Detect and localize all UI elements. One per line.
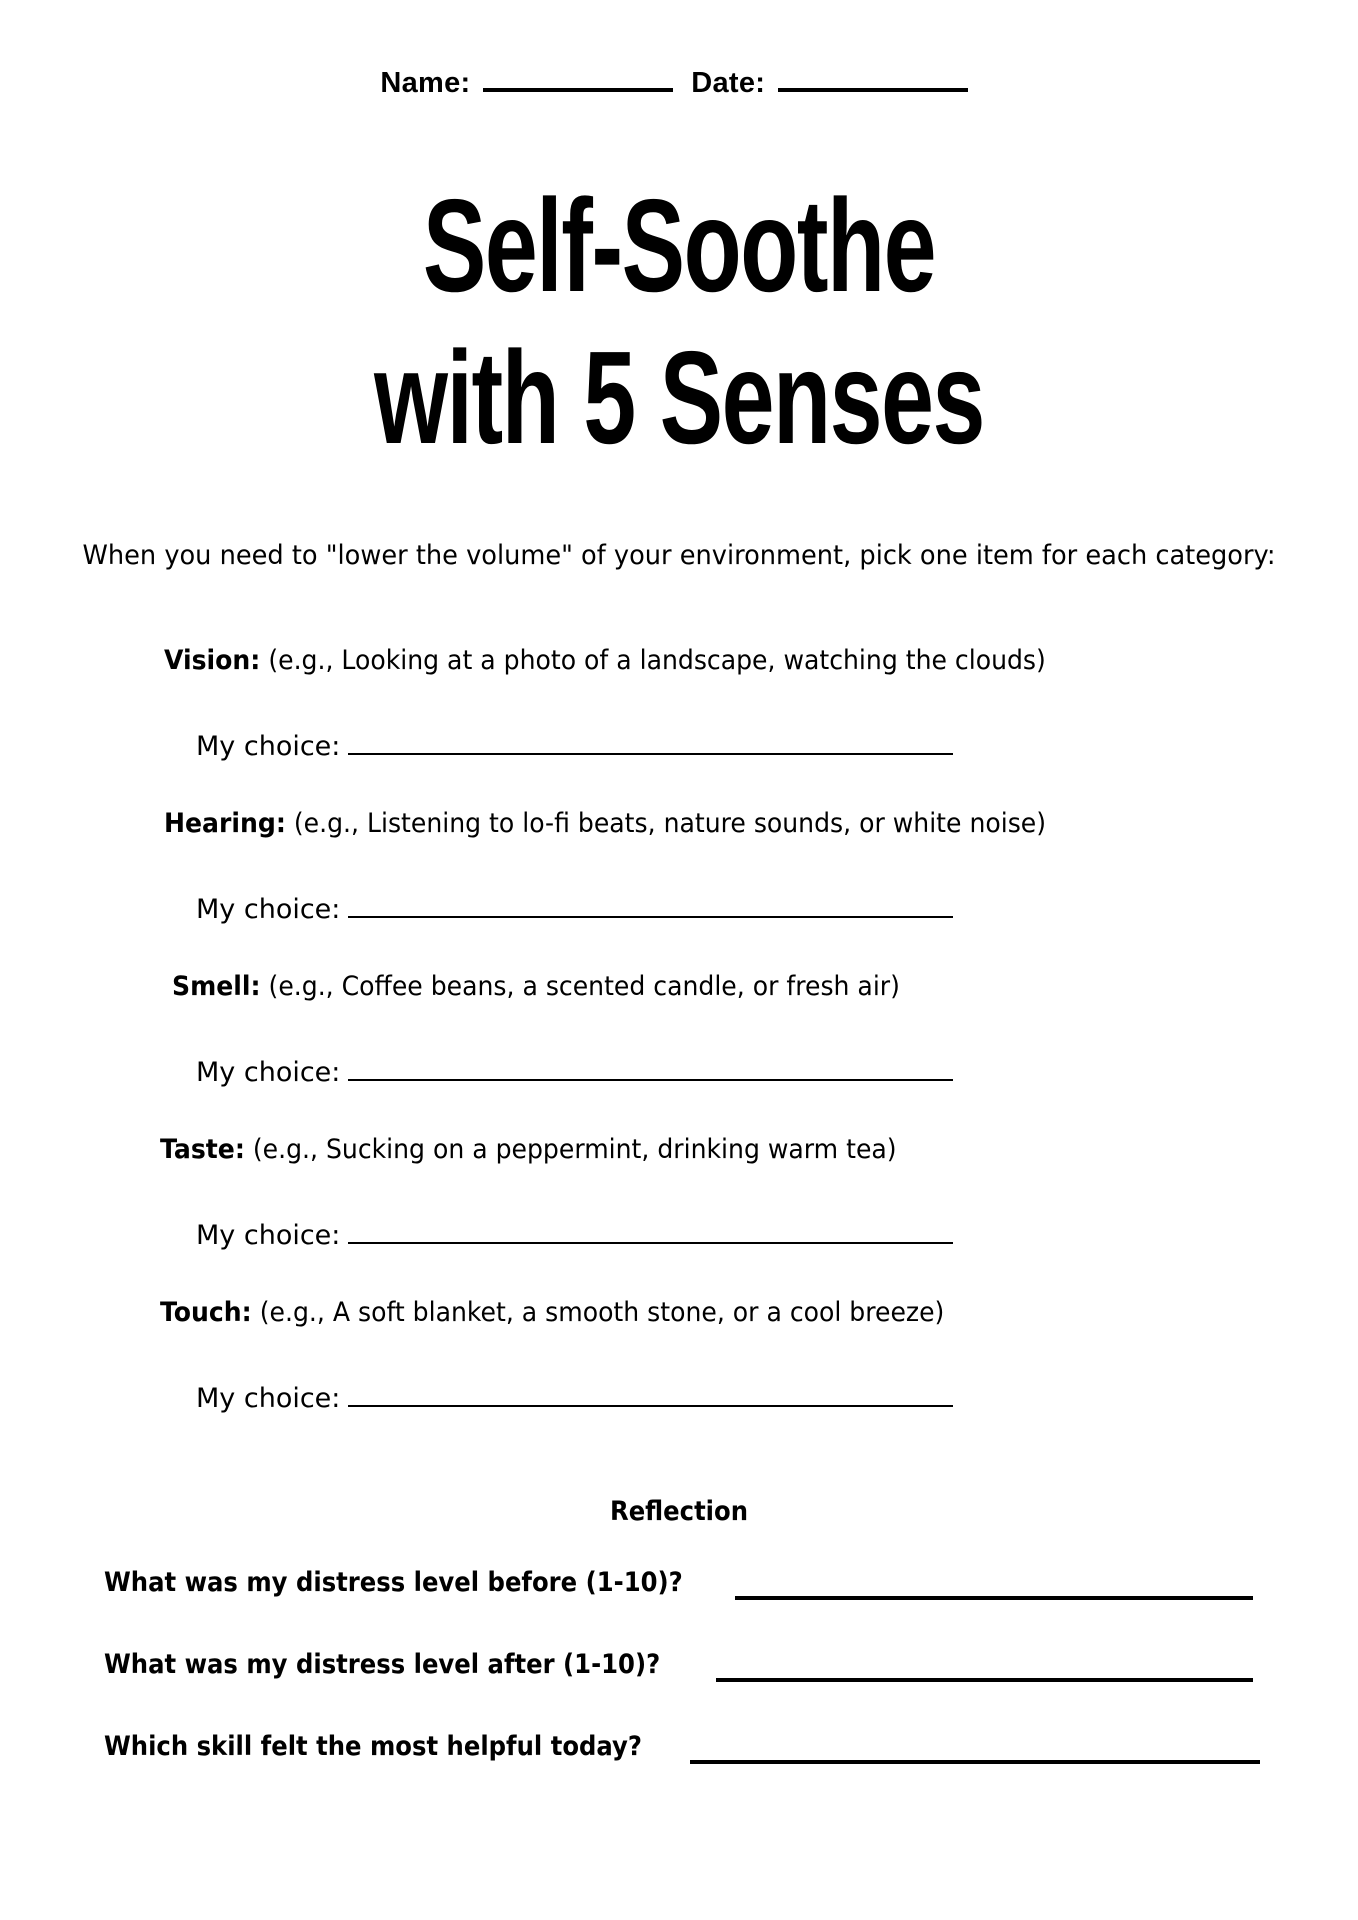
question-text: What was my distress level after (1-10)? — [104, 1649, 661, 1680]
name-date-header — [0, 64, 1358, 100]
sense-label: Touch: — [160, 1297, 252, 1328]
page-title-line-2: with 5 Senses — [374, 324, 984, 471]
answer-input-before[interactable] — [735, 1596, 1253, 1600]
choice-input-touch[interactable] — [348, 1379, 953, 1407]
choice-row-hearing — [196, 890, 953, 925]
reflection-question-after — [104, 1649, 722, 1680]
intro-text: When you need to "lower the volume" of your environment, pick one item for each category: — [82, 540, 1276, 571]
question-text: What was my distress level before (1-10)? — [104, 1567, 683, 1598]
choice-label: My choice: — [196, 894, 341, 925]
choice-row-vision — [196, 727, 953, 762]
name-field[interactable] — [483, 64, 673, 92]
date-field[interactable] — [778, 64, 968, 92]
reflection-question-helpful-skill — [104, 1731, 702, 1762]
answer-input-helpful-skill[interactable] — [690, 1760, 1260, 1764]
choice-input-vision[interactable] — [348, 727, 953, 755]
sense-label: Taste: — [160, 1134, 245, 1165]
choice-input-smell[interactable] — [348, 1053, 953, 1081]
choice-input-hearing[interactable] — [348, 890, 953, 918]
choice-row-smell — [196, 1053, 953, 1088]
sense-example: (e.g., Listening to lo-fi beats, nature sounds, or white noise) — [293, 808, 1047, 839]
page-title-line-1: Self-Soothe — [422, 172, 936, 319]
sense-smell — [172, 971, 900, 1002]
sense-label: Hearing: — [164, 808, 286, 839]
choice-label: My choice: — [196, 1383, 341, 1414]
sense-taste — [160, 1134, 897, 1165]
sense-label: Vision: — [164, 645, 261, 676]
reflection-question-before — [104, 1567, 747, 1598]
sense-example: (e.g., Looking at a photo of a landscape, watching the clouds) — [268, 645, 1046, 676]
choice-label: My choice: — [196, 731, 341, 762]
sense-touch — [160, 1297, 944, 1328]
choice-label: My choice: — [196, 1057, 341, 1088]
question-text: Which skill felt the most helpful today? — [104, 1731, 643, 1762]
reflection-heading: Reflection — [609, 1496, 749, 1527]
choice-input-taste[interactable] — [348, 1216, 953, 1244]
choice-row-touch — [196, 1379, 953, 1414]
sense-example: (e.g., A soft blanket, a smooth stone, or a cool breeze) — [259, 1297, 945, 1328]
sense-label: Smell: — [172, 971, 261, 1002]
name-label: Name: — [380, 67, 471, 99]
answer-input-after[interactable] — [716, 1678, 1253, 1682]
sense-example: (e.g., Sucking on a peppermint, drinking warm tea) — [252, 1134, 897, 1165]
choice-row-taste — [196, 1216, 953, 1251]
sense-hearing — [164, 808, 1046, 839]
date-label: Date: — [691, 67, 766, 99]
choice-label: My choice: — [196, 1220, 341, 1251]
sense-vision — [164, 645, 1046, 676]
sense-example: (e.g., Coffee beans, a scented candle, or fresh air) — [268, 971, 900, 1002]
